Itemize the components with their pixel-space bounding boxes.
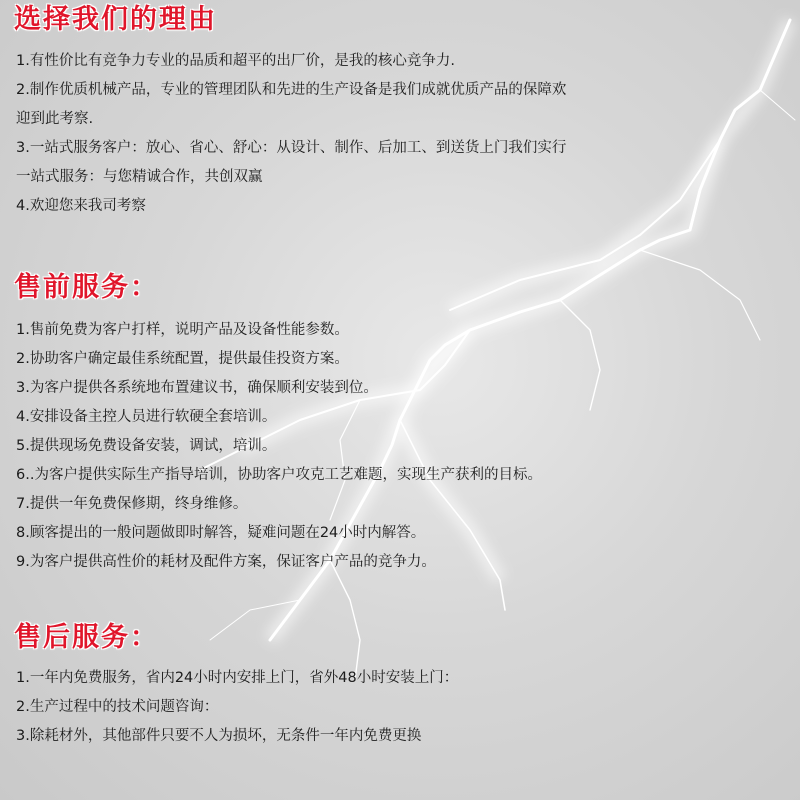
section-title-reasons: 选择我们的理由 xyxy=(14,4,217,35)
presales-list xyxy=(14,316,542,577)
section-title-aftersales: 售后服务： xyxy=(14,622,159,653)
list-item: 8.顾客提出的一般问题做即时解答，疑难问题在24小时内解答。 xyxy=(16,525,426,541)
list-item: 9.为客户提供高性价的耗材及配件方案，保证客户产品的竞争力。 xyxy=(16,554,436,570)
list-item: 7.提供一年免费保修期，终身维修。 xyxy=(16,496,248,512)
reasons-list xyxy=(14,47,566,221)
section-aftersales xyxy=(14,620,458,751)
list-item: 2.制作优质机械产品，专业的管理团队和先进的生产设备是我们成就优质产品的保障欢 xyxy=(16,82,567,98)
list-item: 1.售前免费为客户打样，说明产品及设备性能参数。 xyxy=(16,322,349,338)
list-item: 4.安排设备主控人员进行软硬全套培训。 xyxy=(16,409,277,425)
section-presales xyxy=(14,270,542,577)
list-item: 迎到此考察. xyxy=(16,111,94,127)
list-item: 3.为客户提供各系统地布置建议书，确保顺利安装到位。 xyxy=(16,380,378,396)
section-title-presales: 售前服务： xyxy=(14,272,159,303)
list-item: 一站式服务：与您精诚合作，共创双赢 xyxy=(16,169,263,185)
list-item: 3.除耗材外，其他部件只要不人为损坏，无条件一年内免费更换 xyxy=(16,728,422,744)
section-reasons xyxy=(14,2,566,221)
list-item: 6..为客户提供实际生产指导培训，协助客户攻克工艺难题，实现生产获利的目标。 xyxy=(16,467,542,483)
list-item: 2.协助客户确定最佳系统配置，提供最佳投资方案。 xyxy=(16,351,349,367)
list-item: 5.提供现场免费设备安装，调试，培训。 xyxy=(16,438,277,454)
list-item: 1.有性价比有竞争力专业的品质和超平的出厂价，是我的核心竞争力. xyxy=(16,53,455,69)
list-item: 3.一站式服务客户：放心、省心、舒心：从设计、制作、后加工、到送货上门我们实行 xyxy=(16,140,567,156)
list-item: 4.欢迎您来我司考察 xyxy=(16,198,146,214)
list-item: 1.一年内免费服务，省内24小时内安排上门，省外48小时安装上门： xyxy=(16,670,459,686)
aftersales-list xyxy=(14,664,458,751)
list-item: 2.生产过程中的技术问题咨询： xyxy=(16,699,219,715)
